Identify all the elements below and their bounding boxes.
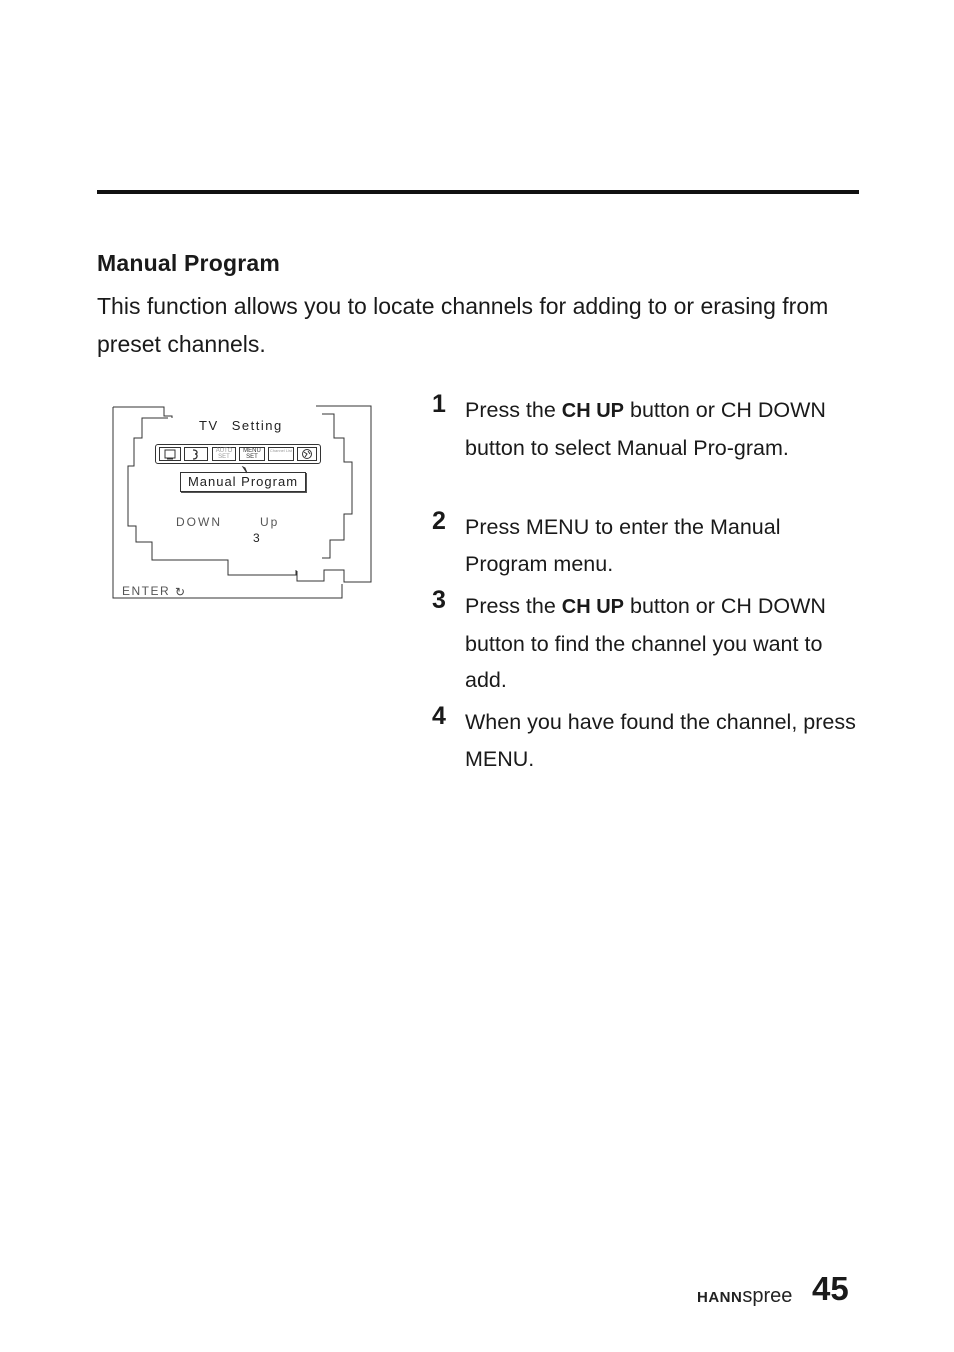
osd-up-label: Up [260,515,280,529]
globe-icon [297,447,317,461]
step-number: 1 [432,390,446,418]
channel-list-icon: Channel List [268,447,294,461]
brand-logo: HANNspree [697,1285,793,1307]
osd-icon-bar [155,444,321,464]
step-number: 2 [432,507,446,535]
step-text: Press the CH UP button or CH DOWN button to find the channel you want to add. [465,594,826,692]
page-number: 45 [812,1270,849,1307]
menu-set-icon: MENU SET [239,447,265,461]
auto-set-icon: AUTO SET [212,447,236,461]
step-number: 3 [432,586,446,614]
section-title: Manual Program [97,250,281,276]
music-note-icon [184,447,208,461]
osd-diagram [112,404,374,602]
step-text: When you have found the channel, press MENU. [465,710,856,771]
step-text: Press the CH UP button or CH DOWN button to select Manual Pro-gram. [465,398,826,460]
enter-arrow-icon: ↻ [175,585,186,599]
osd-enter-label: ENTER [122,584,171,598]
osd-title: TV Setting [199,418,283,433]
step-text: Press MENU to enter the Manual Program menu. [465,515,781,576]
osd-down-label: DOWN [176,515,222,529]
section-intro: This function allows you to locate channels for adding to or erasing from preset channels. [97,293,829,357]
osd-menu-item-manual-program: Manual Program [180,472,306,492]
osd-frame [112,404,374,602]
step-number: 4 [432,702,446,730]
header-rule [97,190,859,194]
tv-icon [159,447,181,461]
osd-channel-number: 3 [253,531,260,545]
